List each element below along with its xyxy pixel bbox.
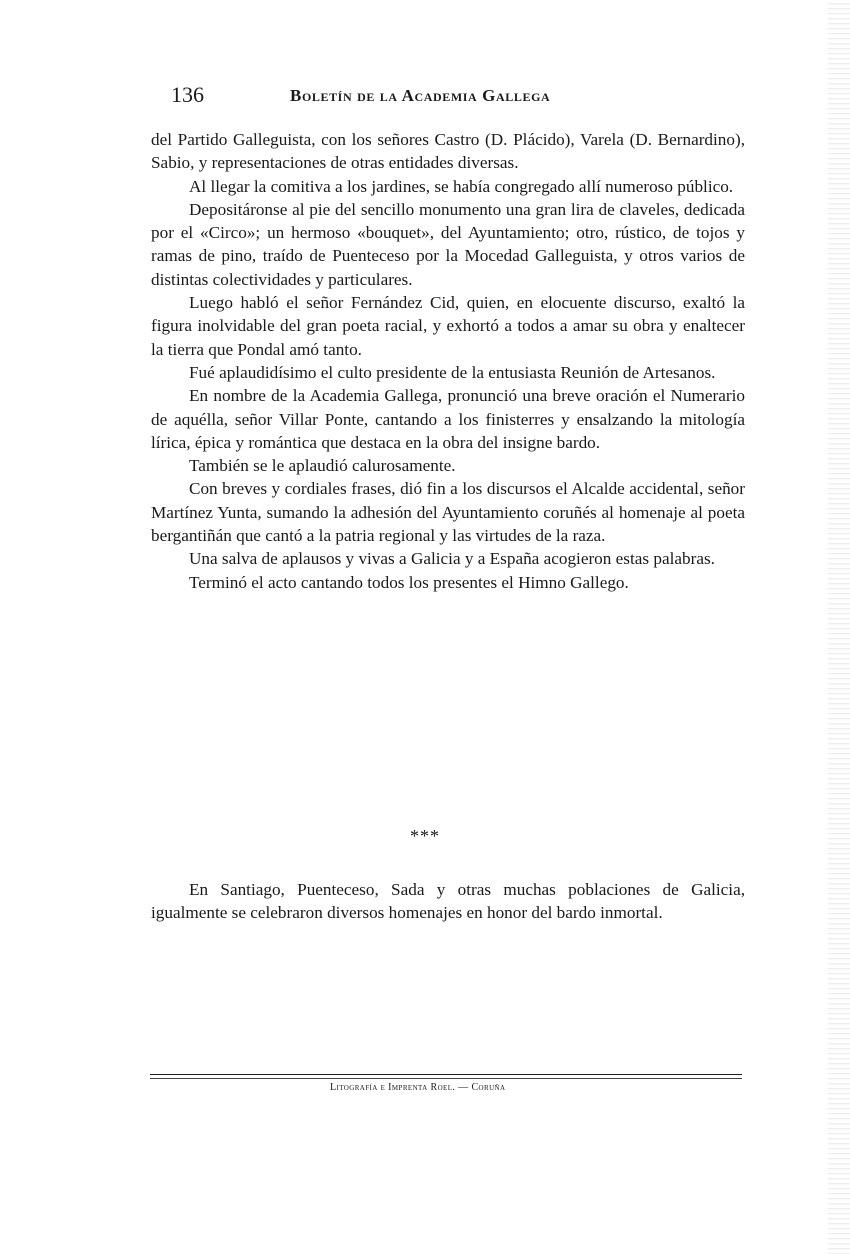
footer-rule [150,1074,742,1075]
paragraph: Terminó el acto cantando todos los presentes el Himno Gallego. [189,572,629,592]
running-title: Boletín de la Academia Gallega [290,86,551,105]
closing-paragraph: En Santiago, Puenteceso, Sada y otras muchas poblaciones de Galicia, igualmente se celebraron diversos homenajes en honor del bardo inmortal. [151,880,745,923]
paragraph: Al llegar la comitiva a los jardines, se había congregado allí numeroso público. [189,176,734,196]
paragraph: También se le aplaudió calurosamente. [189,456,456,476]
paragraph-continuation: del Partido Galleguista, con los señores Castro (D. Plácido), Varela (D. Bernardino), Sabio, y representaciones de otras entidades diversas. [151,130,745,173]
page-number: 136 [171,82,204,107]
section-separator: *** [410,826,440,846]
closing-section [151,878,745,925]
paragraph: Depositáronse al pie del sencillo monumento una gran lira de claveles, dedicada por el «Circo»; un hermoso «bouquet», del Ayuntamiento; otro, rústico, de tojos y ramas de pino, traído de Puenteceso por la Mocedad Galleguista, y otros varios de distintas colectividades y particulares. [151,199,745,289]
body-text [151,128,745,594]
paragraph: En nombre de la Academia Gallega, pronunció una breve oración el Numerario de aquélla, señor Villar Ponte, cantando a los finisterres y ensalzando la mitología lírica, épica y romántica que destaca en la obra del insigne bardo. [151,386,745,452]
footer-rule-thin [150,1078,742,1079]
paragraph: Una salva de aplausos y vivas a Galicia y a España acogieron estas palabras. [189,549,715,569]
paragraph: Con breves y cordiales frases, dió fin a los discursos el Alcalde accidental, señor Martínez Yunta, sumando la adhesión del Ayuntamiento coruñés al homenaje al poeta bergantiñán que cantó a la patria regional y las virtudes de la raza. [151,479,745,546]
printer-imprint: Litografía e Imprenta Roel. — Coruña [330,1082,506,1093]
paragraph: Luego habló el señor Fernández Cid, quien, en elocuente discurso, exaltó la figura inolvidable del gran poeta racial, y exhortó a todos a amar su obra y enaltecer la tierra que Pondal amó tanto. [151,293,745,359]
paragraph: Fué aplaudidísimo el culto presidente de la entusiasta Reunión de Artesanos. [189,362,716,382]
scan-edge-noise [828,0,850,1254]
